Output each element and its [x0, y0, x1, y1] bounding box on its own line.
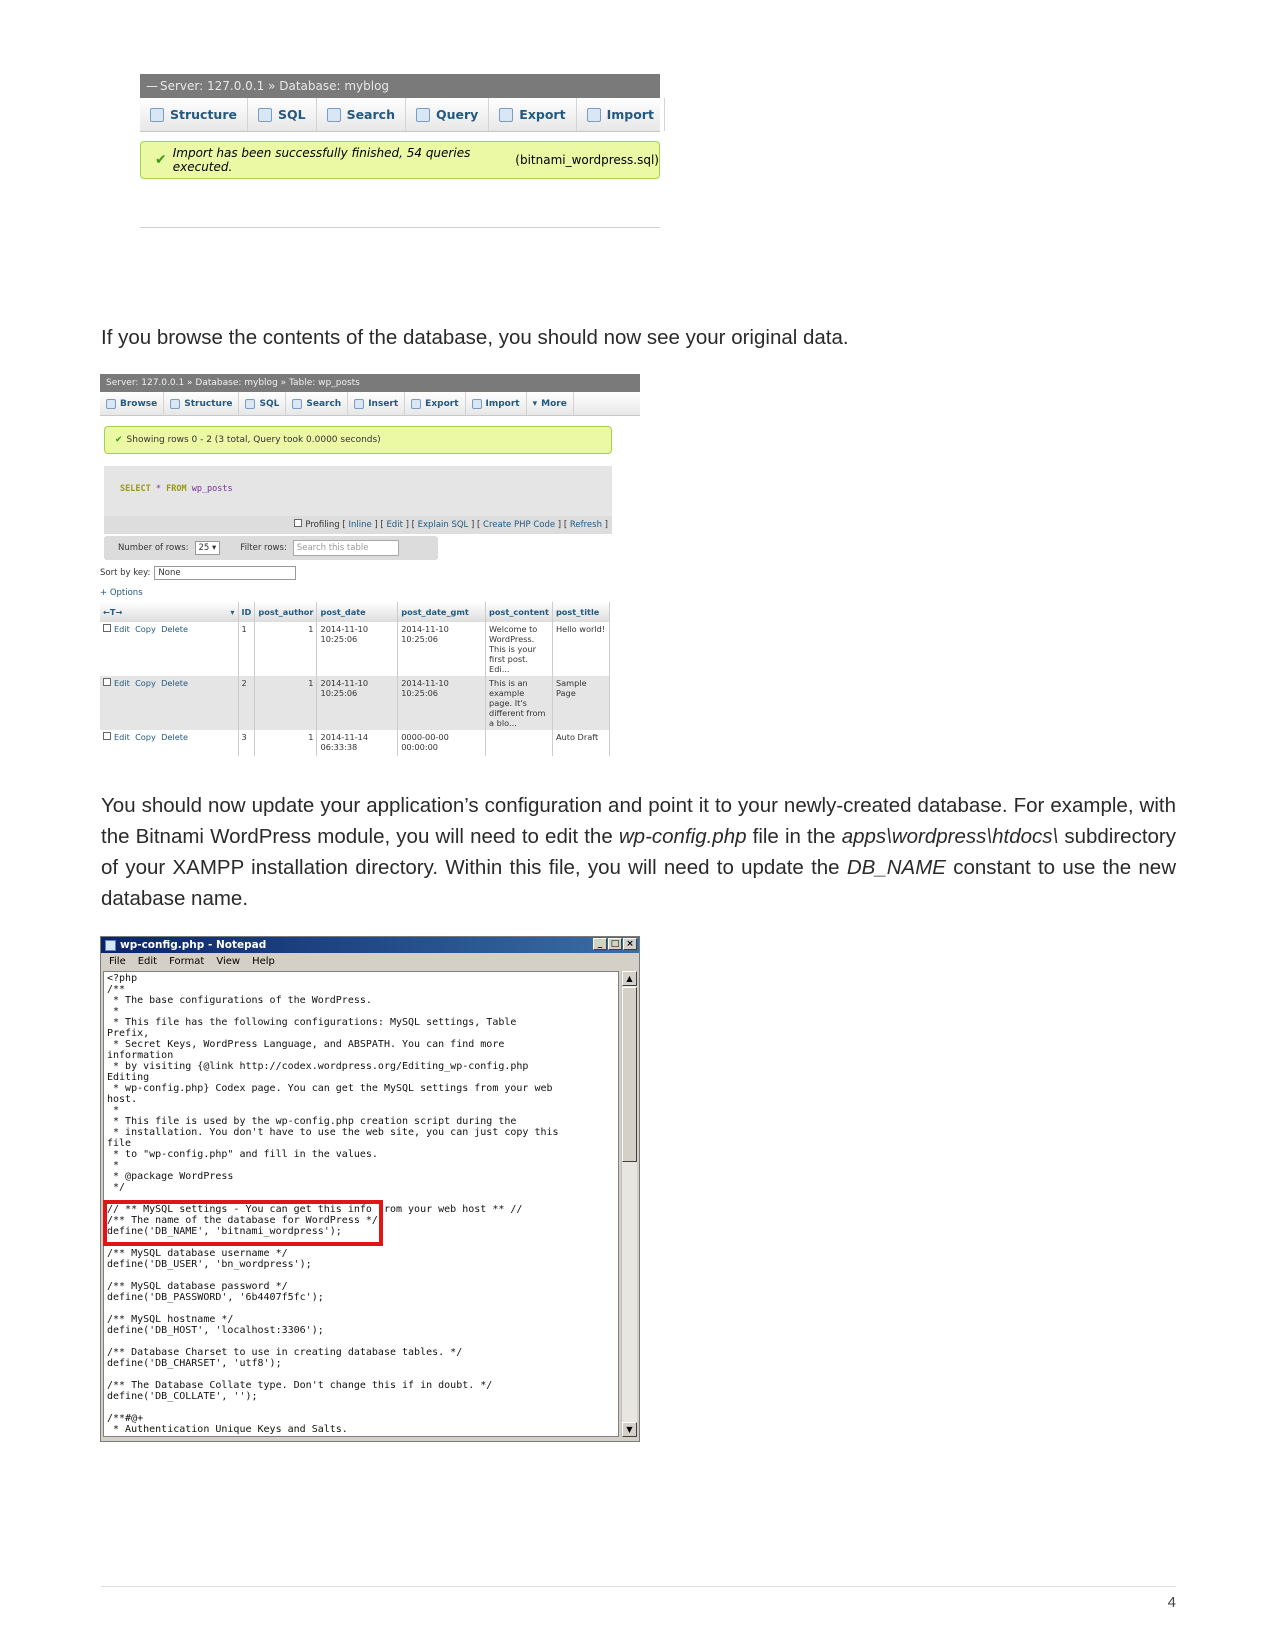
import-icon [587, 108, 601, 122]
tab-export[interactable]: Export [405, 392, 465, 415]
tab-import[interactable]: Import [466, 392, 527, 415]
search-icon [292, 399, 302, 409]
tab-insert[interactable]: Insert [348, 392, 405, 415]
insert-icon [354, 399, 364, 409]
edit-action[interactable]: Edit [114, 624, 130, 634]
highlight-box [103, 1200, 383, 1246]
column-header-post-date-gmt[interactable]: post_date_gmt [398, 602, 486, 622]
close-button[interactable]: × [623, 938, 637, 950]
breadcrumb[interactable]: Server: 127.0.0.1 » Database: myblog [160, 79, 390, 93]
row-checkbox[interactable] [103, 624, 111, 632]
row-checkbox[interactable] [103, 678, 111, 686]
import-icon [472, 399, 482, 409]
file-content: <?php /** * The base configurations of the WordPress. * * This file has the following configurations: MySQL settings, Table Prefix, * Secret Keys, WordPress Language, and ABSPATH. You can find more information * by visiting {@link http://codex.wordpress.org/Editing_wp-config.php Editing * wp-config.php} Codex page. You can get the MySQL settings from your web host. * * This file is used by the wp-config.php creation script during the * installation. You don't have to use the web site, you can just copy this file * to "wp-config.php" and fill in the values. * * @package WordPress */ // ** MySQL settings - You can get this info from your web host ** // /** The name of the database for WordPress */ define('DB_NAME', 'bitnami_wordpress'); /** MySQL database username */ define('DB_USER', 'bn_wordpress'); /** MySQL database password */ define('DB_PASSWORD', '6b4407f5fc'); /** MySQL hostname */ define('DB_HOST', 'localhost:3306'); /** Database Charset to use in creating database tables. */ define('DB_CHARSET', 'utf8'); /** The Database Collate type. Don't change this if in doubt. */ define('DB_COLLATE', ''); /**#@+ * Authentication Unique Keys and Salts. [107, 973, 559, 1435]
row-actions [100, 676, 238, 730]
column-header-post-author[interactable]: post_author [255, 602, 317, 622]
sql-icon [245, 399, 255, 409]
copy-action[interactable]: Copy [135, 732, 156, 742]
tab-search[interactable]: Search [317, 98, 406, 131]
row-actions [100, 622, 238, 676]
results-table [100, 602, 610, 756]
profiling-checkbox[interactable] [294, 519, 302, 527]
refresh-link[interactable]: Refresh [569, 520, 602, 530]
row-actions [100, 730, 238, 756]
breadcrumb-bar [100, 374, 640, 392]
query-links: Profiling [ Inline ] [ Edit ] [ Explain SQL ] [ Create PHP Code ] [ Refresh ] [104, 516, 612, 534]
table-row: Edit Copy Delete 3 1 2014-11-14 06:33:38 0000-00-00 00:00:00 Auto Draft [100, 730, 610, 756]
tab-export[interactable]: Export [489, 98, 576, 131]
chevron-down-icon: ▾ [532, 398, 538, 409]
check-icon: ✔ [155, 152, 167, 168]
tab-sql[interactable]: SQL [239, 392, 286, 415]
scroll-up-icon[interactable]: ▲ [622, 971, 637, 986]
vertical-scrollbar[interactable] [621, 971, 637, 1437]
minimize-button[interactable]: _ [593, 938, 607, 950]
table-header [100, 602, 610, 622]
tab-bar [100, 392, 640, 416]
table-row: Edit Copy Delete 1 1 2014-11-10 10:25:06 2014-11-10 10:25:06 Welcome to WordPress. This is your first post. Edi... Hello world! [100, 622, 610, 676]
success-message: ✔ Import has been successfully finished, 54 queries executed. (bitnami_wordpress.sql) [140, 141, 660, 179]
filter-rows-input[interactable]: Search this table [293, 540, 399, 556]
tab-structure[interactable]: Structure [140, 98, 248, 131]
copy-action[interactable]: Copy [135, 678, 156, 688]
breadcrumb[interactable]: Server: 127.0.0.1 » Database: myblog » Table: wp_posts [106, 378, 360, 388]
maximize-button[interactable]: □ [608, 938, 622, 950]
menu-bar [101, 953, 639, 969]
check-icon: ✔ [115, 435, 123, 445]
tab-import[interactable]: Import [577, 98, 665, 131]
search-icon [327, 108, 341, 122]
delete-action[interactable]: Delete [161, 624, 188, 634]
structure-icon [170, 399, 180, 409]
tab-structure[interactable]: Structure [164, 392, 239, 415]
menu-help[interactable]: Help [252, 955, 275, 967]
inline-link[interactable]: Inline [348, 520, 372, 530]
tab-bar [140, 98, 660, 132]
export-icon [499, 108, 513, 122]
import-success-screenshot [140, 74, 660, 229]
sort-key-select[interactable]: None [154, 566, 296, 580]
column-header-post-title[interactable]: post_title [552, 602, 609, 622]
tab-browse[interactable]: Browse [100, 392, 164, 415]
column-arrows-header: ←T→ ▾ [100, 602, 238, 622]
notepad-window [100, 936, 640, 1442]
num-rows-select[interactable]: 25 ▾ [195, 541, 221, 555]
edit-link[interactable]: Edit [386, 520, 403, 530]
column-header-id[interactable]: ID [238, 602, 255, 622]
scroll-down-icon[interactable]: ▼ [622, 1422, 637, 1437]
query-icon [416, 108, 430, 122]
sort-by-key: Sort by key: None [100, 566, 296, 580]
column-header-post-content[interactable]: post_content [486, 602, 553, 622]
delete-action[interactable]: Delete [161, 732, 188, 742]
menu-edit[interactable]: Edit [137, 955, 158, 967]
tab-search[interactable]: Search [286, 392, 348, 415]
paragraph-browse: If you browse the contents of the database, you should now see your original data. [101, 326, 849, 349]
delete-action[interactable]: Delete [161, 678, 188, 688]
edit-action[interactable]: Edit [114, 678, 130, 688]
edit-action[interactable]: Edit [114, 732, 130, 742]
tab-sql[interactable]: SQL [248, 98, 317, 131]
menu-format[interactable]: Format [169, 955, 205, 967]
browse-table-screenshot [100, 374, 640, 759]
row-checkbox[interactable] [103, 732, 111, 740]
divider [140, 227, 660, 228]
success-message: ✔ Showing rows 0 - 2 (3 total, Query took 0.0000 seconds) [104, 426, 612, 454]
tab-query[interactable]: Query [406, 98, 489, 131]
browse-icon [106, 399, 116, 409]
sql-icon [258, 108, 272, 122]
menu-view[interactable]: View [216, 955, 241, 967]
footer-divider [101, 1586, 1176, 1587]
column-header-post-date[interactable]: post_date [317, 602, 398, 622]
notepad-icon [105, 940, 116, 951]
copy-action[interactable]: Copy [135, 624, 156, 634]
collapse-icon[interactable]: — [146, 79, 158, 93]
navigation-bar: Number of rows: 25 ▾ Filter rows: Search this table [104, 536, 438, 560]
options-toggle[interactable]: + Options [100, 588, 143, 598]
explain-sql-link[interactable]: Explain SQL [417, 520, 469, 530]
menu-file[interactable]: File [109, 955, 126, 967]
structure-icon [150, 108, 164, 122]
create-php-code-link[interactable]: Create PHP Code [483, 520, 556, 530]
notepad-title-bar[interactable]: wp-config.php - Notepad _ □ × [101, 937, 639, 953]
export-icon [411, 399, 421, 409]
sql-query-box: SELECT * FROM wp_posts [104, 466, 612, 516]
tab-more[interactable]: ▾ More [527, 392, 574, 415]
table-row: Edit Copy Delete 2 1 2014-11-10 10:25:06 2014-11-10 10:25:06 This is an example page. It's different from a blo... Sample Page [100, 676, 610, 730]
paragraph-update-config: You should now update your application’s configuration and point it to your newly-created database. For example, with the Bitnami WordPress module, you will need to edit the wp-config.php file in the apps\wordpress\htdocs\ subdirectory of your XAMPP installation directory. Within this file, you will need to update the DB_NAME constant to use the new database name. [101, 794, 1177, 910]
breadcrumb-bar [140, 74, 660, 98]
page-number: 4 [1167, 1594, 1176, 1611]
window-controls [593, 938, 637, 950]
scroll-thumb[interactable] [622, 987, 637, 1162]
